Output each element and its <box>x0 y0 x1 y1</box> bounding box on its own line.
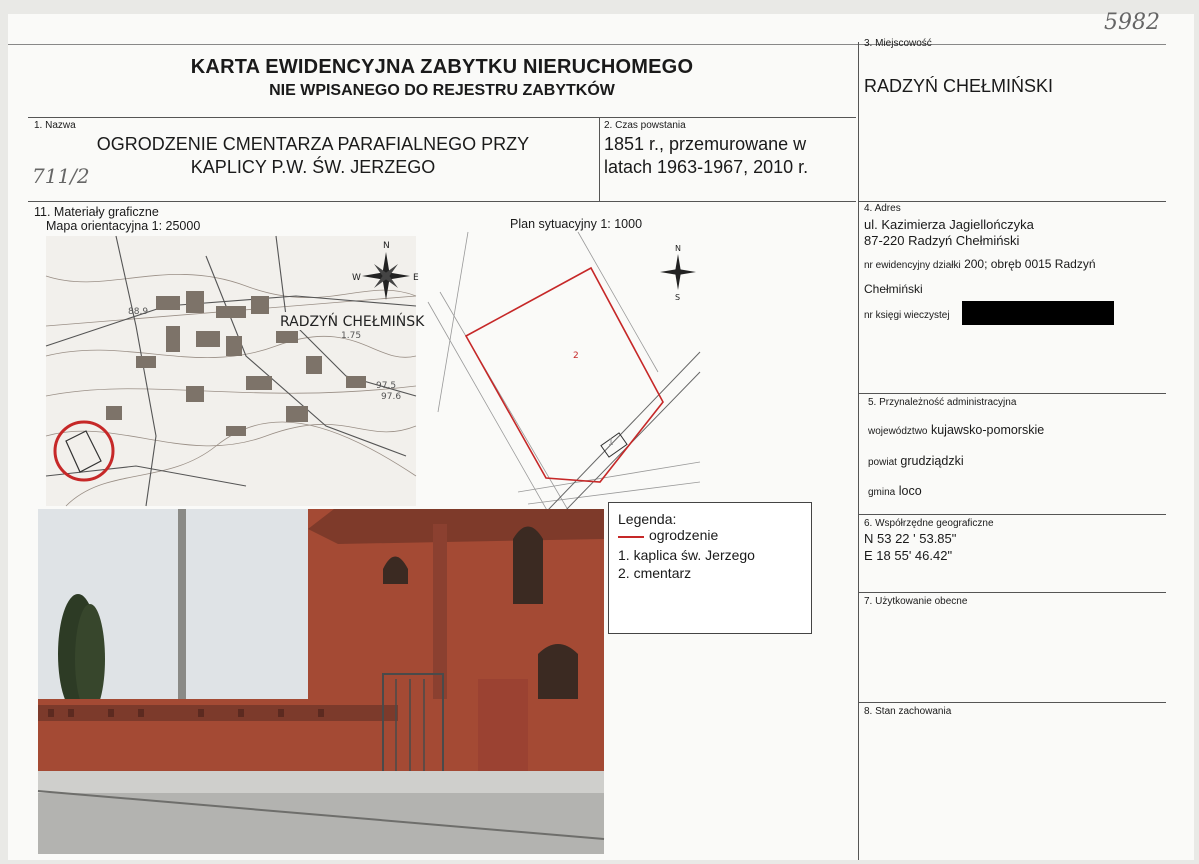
name-line1: OGRODZENIE CMENTARZA PARAFIALNEGO PRZY <box>96 134 530 154</box>
rule-r1 <box>858 201 1166 202</box>
handwritten-number: 5982 <box>1104 10 1160 35</box>
coords-n: N 53 22 ' 53.85" <box>864 531 957 546</box>
name-line2: KAPLICY P.W. ŚW. JERZEGO <box>190 157 436 177</box>
condition-label: 8. Stan zachowania <box>864 706 952 717</box>
locality-label: 3. Miejscowość <box>864 38 932 49</box>
svg-text:E: E <box>413 273 419 283</box>
address-line1: ul. Kazimierza Jagiellończyka <box>864 217 1034 232</box>
date-line2: latach 1963-1967, 2010 r. <box>604 157 809 177</box>
parcel-value-cont: Chełmiński <box>864 282 923 296</box>
current-use-label: 7. Użytkowanie obecne <box>864 596 968 607</box>
rule-header-bottom <box>28 117 856 118</box>
parcel-prefix: nr ewidencyjny działki <box>864 260 961 271</box>
map-height-d: 97.6 <box>381 392 402 402</box>
name-date-divider <box>599 117 600 201</box>
map-height-a: 88.9 <box>128 307 149 317</box>
land-register-label: nr księgi wieczystej <box>864 310 950 321</box>
site-plan-label: Plan sytuacyjny 1: 1000 <box>510 217 643 231</box>
svg-text:W: W <box>352 273 361 283</box>
compass-rose-icon <box>352 241 419 300</box>
name-label: 1. Nazwa <box>34 120 76 131</box>
rule-name-bottom <box>28 201 856 202</box>
commune-prefix: gmina <box>868 487 896 498</box>
map-height-b: 1.75 <box>341 331 362 341</box>
graphics-label: 11. Materiały graficzne <box>34 205 159 219</box>
county-prefix: powiat <box>868 457 897 468</box>
voivodeship-value: kujawsko-pomorskie <box>930 423 1045 437</box>
county-value: grudziądzki <box>900 454 964 468</box>
voivodeship-prefix: województwo <box>868 426 928 437</box>
card-title: KARTA EWIDENCYJNA ZABYTKU NIERUCHOMEGO <box>190 56 694 78</box>
rule-r2 <box>858 393 1166 394</box>
rule-r3 <box>858 514 1166 515</box>
fence-photo <box>38 509 604 854</box>
coords-e: E 18 55' 46.42" <box>864 548 953 563</box>
plan-marker-1: 1 <box>608 438 614 448</box>
map-height-c: 97.5 <box>376 381 397 391</box>
compass-rose-icon-plan <box>660 244 696 302</box>
svg-text:N: N <box>675 244 681 253</box>
rule-r5 <box>858 702 1166 703</box>
commune-value: loco <box>898 484 922 498</box>
rule-r4 <box>858 592 1166 593</box>
right-column-divider <box>858 42 859 860</box>
date-label: 2. Czas powstania <box>604 120 686 131</box>
address-label: 4. Adres <box>864 203 901 214</box>
record-card <box>8 10 1194 860</box>
svg-text:N: N <box>383 241 390 251</box>
date-line1: 1851 r., przemurowane w <box>604 134 807 154</box>
legend-fence-swatch <box>618 536 644 538</box>
coords-label: 6. Współrzędne geograficzne <box>864 518 994 529</box>
legend-title: Legenda: <box>618 511 677 527</box>
svg-text:S: S <box>675 293 681 302</box>
admin-label: 5. Przynależność administracyjna <box>868 397 1017 408</box>
orientation-map-label: Mapa orientacyjna 1: 25000 <box>46 219 201 233</box>
map-town-name: RADZYŃ CHEŁMIŃSK <box>280 314 425 330</box>
site-plan <box>428 232 700 510</box>
parcel-value: 200; obręb 0015 Radzyń <box>964 257 1096 271</box>
plan-marker-2: 2 <box>573 351 579 361</box>
handwritten-reference: 711/2 <box>32 164 90 188</box>
top-rule <box>8 44 1166 45</box>
address-line2: 87-220 Radzyń Chełmiński <box>864 233 1020 248</box>
legend-item-cemetery: 2. cmentarz <box>618 565 692 581</box>
legend-box <box>608 502 812 634</box>
locality-value: RADZYŃ CHEŁMIŃSKI <box>864 76 1054 96</box>
card-subtitle: NIE WPISANEGO DO REJESTRU ZABYTKÓW <box>269 82 615 99</box>
legend-item-fence: ogrodzenie <box>649 527 719 543</box>
orientation-map <box>46 236 425 506</box>
legend-item-chapel: 1. kaplica św. Jerzego <box>618 547 755 563</box>
redaction-block <box>962 301 1114 325</box>
